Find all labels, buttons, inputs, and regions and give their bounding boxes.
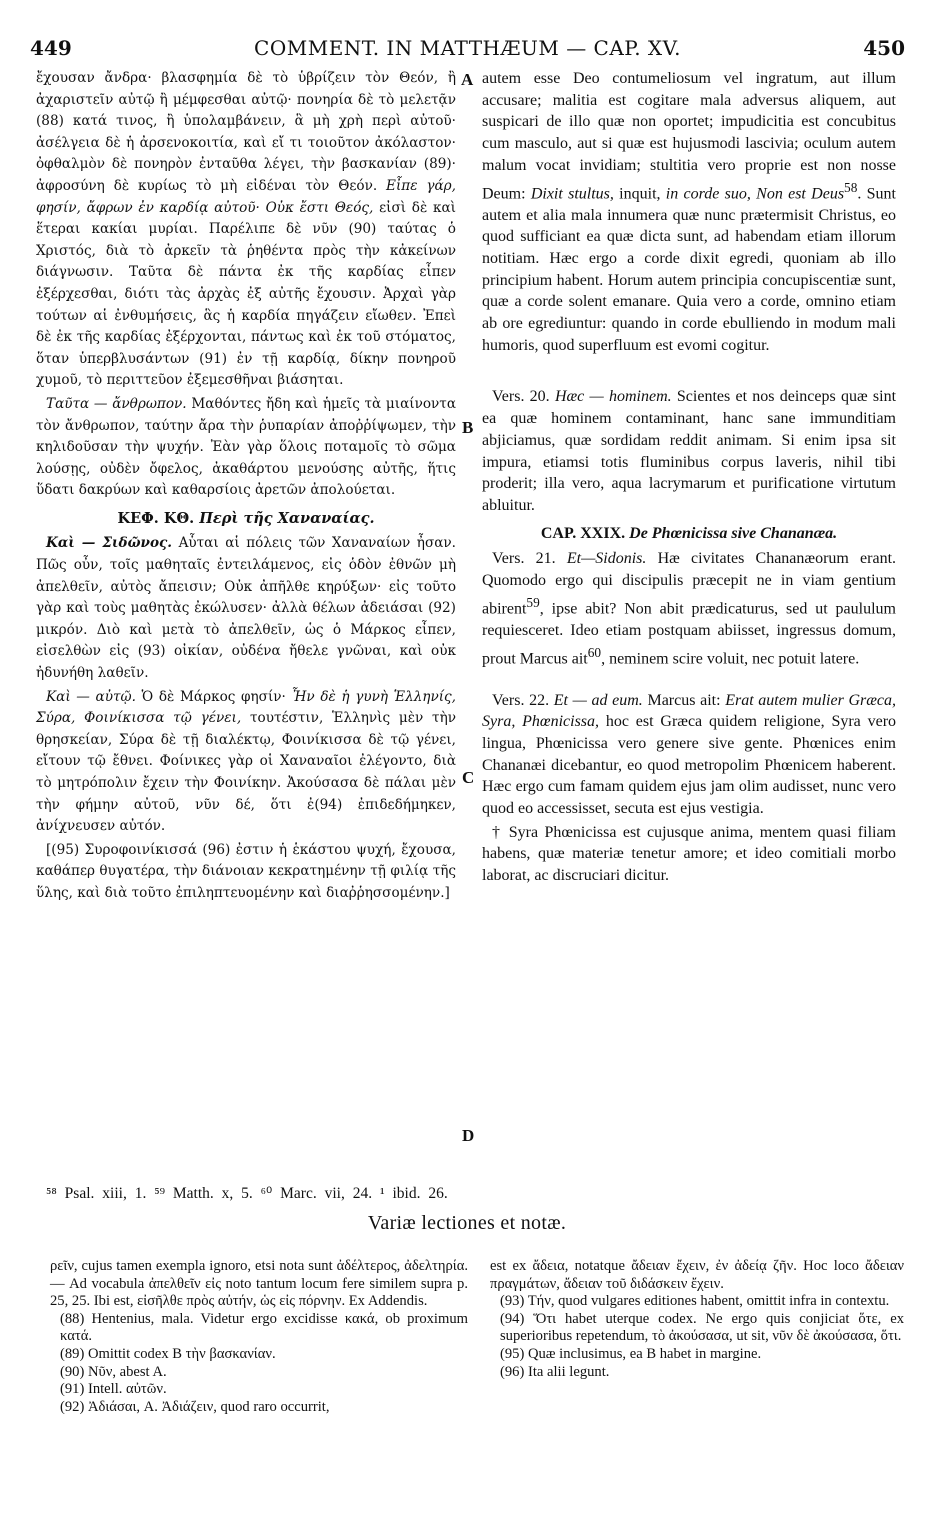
latin-chapter-heading: CAP. XXIX. De Phœnicissa sive Chananæa. (540, 524, 838, 542)
note: (93) Τήν, quod vulgares editiones habent, omittit infra in contextu. (500, 1293, 890, 1310)
running-title: COMMENT. IN MATTHÆUM — CAP. XV. (254, 36, 681, 60)
greek-column (36, 68, 456, 907)
greek-paragraph: ἔχουσαν ἄνδρα· βλασφημία δὲ τὸ ὑβρίζειν τὸν Θεόν, ἢ ἀχαριστεῖν αὐτῷ ἢ μέμφεσθαι αὐτῷ· πονηρία δὲ τὸ μελετᾷν (88) κατά τινος, ἢ ὑπολαμβάνειν, ἃ μὴ χρὴ περὶ αὐτοῦ· ἀσέλγεια δὲ ἡ ἀρσενοκοιτία, καὶ εἴ τι τοιοῦτον ἀκόλαστον· ὀφθαλμὸν δὲ πονηρὸν ἐνταῦθα λέγει, τὴν βασκανίαν (89)· ἀφροσύνη δὲ κυρίως τὸ μὴ εἰδέναι τὸν Θεόν. Εἶπε γάρ, φησίν, ἄφρων ἐν καρδίᾳ αὐτοῦ· Οὐκ ἔστι Θεός, εἰσὶ δὲ καὶ ἕτεραι κακίαι μυρίαι. Παρέλιπε δὲ νῦν (90) ταύτας ὁ Χριστός, διὰ τὸ ἀρκεῖν τὰ ῥηθέντα πρὸς τὴν κἀκείνων διάγνωσιν. Ταῦτα δὲ πάντα ἐκ τῆς καρδίας εἶπεν ἐξέρχεσθαι, διότι τὰς ἀρχὰς ἐξ αὐτῆς ἔχουσιν. Ἀρχαὶ γὰρ τούτων αἱ ἐνθυμήσεις, ἃς ἡ καρδία πηγάζειν εἴωθεν. Ἐπεὶ δὲ ἐκ τῆς καρδίας ἐξέρχονται, πάντως καὶ ἐκ τοῦ στόματος, ὅταν ὑπερβλυσάντων (91) ἐν τῇ καρδίᾳ, δίκην πονηροῦ χυμοῦ, τὸ περιττεῦον ἐξεμεσθῆναι βιάσηται. (36, 70, 456, 389)
footnote-ref: 59 (526, 594, 540, 610)
notes-left-column (50, 1258, 468, 1416)
margin-letter-c: C (462, 768, 475, 787)
latin-paragraph: Vers. 22. Et — ad eum. Marcus ait: Erat autem mulier Græca, Syra, Phœnicissa, hoc est Græca quidem religione, Syra vero lingua, Phœnicissa vero genere sive gente. Phœnices enim Chananæi dicebantur, eo quod metropolim Phœnicem haberent. Hæc ergo cum famam quidem ejus jam olim audisset, nunc vero quod eo accessisset, secuta est ejus vestigia. (482, 691, 897, 818)
latin-paragraph: Vers. 20. Hæc — hominem. Scientes et nos deinceps quæ sint ea quæ hominem contaminant, hanc sane immunditiam abjiciamus, quæ sordidam reddit animam. Si enim ipsa sit impura, etiamsi totis fluminibus corpus laveris, nihil tibi proderit; illa vero, aqua lacrymarum et purificatione virtutum abluitur. (482, 388, 897, 514)
note: (89) Omittit codex B τὴν βασκανίαν. (60, 1345, 276, 1362)
latin-paragraph: Vers. 21. Et—Sidonis. Hæ civitates Chananæorum erant. Quomodo ergo qui discipulis præcepit ne in viam gentium abirent$^{59}$, ipse abit? Non abit prædicaturus, sed ut paululum requiesceret. Ideo etiam postquam abiisset, ingressus domum, prout Marcus ait$^{60}$, neminem scire voluit, nec potuit latere. (482, 550, 897, 667)
note: (88) Hentenius, mala. Videtur ergo excidisse κακά, ob proximum κατά. (60, 1310, 468, 1345)
latin-paragraph: † Syra Phœnicissa est cujusque anima, mentem quasi filiam habens, quæ materiæ tenetur amore; et ideo comitiali morbo laborat, ac discruciari dicitur. (482, 823, 896, 885)
note: (95) Quæ inclusimus, ea B habet in margine. (500, 1345, 762, 1362)
variae-lectiones-heading: Variæ lectiones et notæ. (367, 1212, 567, 1234)
margin-letter-d: D (462, 1126, 475, 1145)
page-number-right: 450 (863, 36, 905, 60)
margin-letter-b: B (462, 418, 474, 437)
latin-column (482, 68, 896, 889)
note: (94) Ὅτι habet uterque codex. Ne ergo quis conjiciat ὅτε, ex superioribus repetendum, τὸ ἀκούσασα, ut sit, νῦν δὲ ἀκούσασα, ὅτι. (500, 1310, 904, 1345)
scripture-references: ⁵⁸ Psal. xiii, 1. ⁵⁹ Matth. x, 5. ⁶⁰ Marc. vii, 24. ¹ ibid. 26. (46, 1185, 448, 1202)
greek-paragraph: Καὶ — αὐτῷ. Ὁ δὲ Μάρκος φησίν· Ἦν δὲ ἡ γυνὴ Ἑλληνίς, Σύρα, Φοινίκισσα τῷ γένει, τουτέστιν, Ἑλληνὶς μὲν τὴν θρησκείαν, Σύρα δὲ τῇ διαλέκτῳ, Φοινίκισσα δὲ τῷ γένει, εἴτουν τῷ ἔθνει. Φοίνικες γὰρ οἱ Χαναναῖοι ἐλέγοντο, διὰ τὸ μητρόπολιν ἔχειν τὴν Φοινίκην. Ἀκούσασα δὲ πάλαι μὲν τὴν φήμην αὐτοῦ, νῦν δέ, ὅτι ἐ(94) ἐπιδεδήμηκεν, ἀνίχνευσεν αὐτόν. (36, 688, 456, 835)
footnote-ref: 60 (587, 644, 602, 660)
note: ρεῖν, cujus tamen exempla ignoro, etsi nota sunt ἀδέλτερος, ἀδελτηρία. — Ad vocabula ἀπελθεῖν εἰς noto tantum locum fere similem supra p. 25, 25. Ibi est, εἰσῆλθε πρὸς αὐτήν, ὡς εἰς πόρνην. Ex Addendis. (50, 1258, 468, 1310)
note: (90) Νῦν, abest A. (60, 1363, 167, 1380)
running-header (30, 36, 905, 60)
greek-paragraph: [(95) Συροφοινίκισσά (96) ἐστιν ἡ ἑκάστου ψυχή, ἔχουσα, καθάπερ θυγατέρα, τὴν διάνοιαν κεκρατημένην τῇ φιλίᾳ τῆς ὕλης, καὶ διὰ τοῦτο ἐπιληπτευομένην καὶ διαῤῥησσομένην.] (36, 841, 456, 901)
page-number-left: 449 (30, 36, 72, 60)
note: est ex ἄδεια, notatque ἄδειαν ἔχειν, ἐν ἀδείᾳ ζῆν. Hoc loco ἄδειαν πραγμάτων, ἄδειαν τοῦ διδάσκειν ἔχειν. (490, 1258, 904, 1292)
note: (96) Ita alii legunt. (500, 1363, 610, 1380)
notes-right-column (490, 1258, 904, 1381)
note: (92) Ἀδιάσαι, A. Ἀδιάζειν, quod raro occurrit, (60, 1398, 330, 1415)
note: (91) Intell. αὐτῶν. (60, 1381, 167, 1398)
footnote-ref: 58 (844, 179, 858, 195)
greek-paragraph: Ταῦτα — ἄνθρωπον. Μαθόντες ἤδη καὶ ἡμεῖς τὰ μιαίνοντα τὸν ἄνθρωπον, ταύτην ἄρα τὴν ῥυπαρίαν ἀποῤῥίψωμεν, τὴν κηλιδοῦσαν τὴν ψυχήν. Ἐὰν γὰρ ὅλοις ποταμοῖς τὸ σῶμα λούσῃς, οὐδὲν ὄφελος, ἀκαθάρτου μενούσης αὐτῆς, ἥτις ὕδατι δακρύων καὶ καθαρσίοις ἀρετῶν ἀπολούεται. (36, 395, 456, 499)
margin-letter-a: A (461, 70, 474, 89)
greek-chapter-heading: ΚΕΦ. ΚΘ. Περὶ τῆς Χαναναίας. (117, 509, 375, 527)
greek-paragraph: Καὶ — Σιδῶνος. Αὗται αἱ πόλεις τῶν Χαναναίων ἦσαν. Πῶς οὖν, τοῖς μαθηταῖς ἐντειλάμενος, εἰς ὁδὸν ἐθνῶν μὴ ἀπελθεῖν, αὐτὸς ἄπεισιν; Οὐκ ἀπῆλθε κηρύξων· εἰς τοῦτο γὰρ καὶ τοὺς μαθητὰς ἐκώλυσεν· ἀλλὰ θέλων ἀδειάσαι (92) μικρόν. Διὸ καὶ μετὰ τὸ ἀπελθεῖν, ὡς ὁ Μάρκος εἶπεν, εἰσελθὼν εἰς (93) οἰκίαν, οὐδένα ἤθελε γνῶναι, καὶ οὐκ ἠδυνήθη λαθεῖν. (36, 535, 456, 682)
latin-paragraph: autem esse Deo contumeliosum vel ingratum, aut illum accusare; malitia est cogitare mala adversus aliquem, aut suspicari de illo quæ non oportet; impudicitia est concubitus cum masculo, aut si quæ est hujusmodi lascivia; oculum autem malum vocat invidiam; stultitia vero proprie est non nosse Deum: Dixit stultus, inquit, in corde suo, Non est Deus$^{58}$. Sunt autem et alia mala innumera quæ nunc prætermisit Christus, eo quod sufficiant ea quæ dicta sunt, ad habendam etiam illorum notitiam. Hæc ergo a corde dixit egredi, quoniam ab illo principium habent. Horum autem principia concupiscentiæ sunt, quæ a corde solent emanare. Quia vero a corde, omnino etiam ab ore egrediuntur: quando in corde ebulliendo in modum mali humoris, quod superfluum est evomi cogitur. (482, 70, 896, 354)
